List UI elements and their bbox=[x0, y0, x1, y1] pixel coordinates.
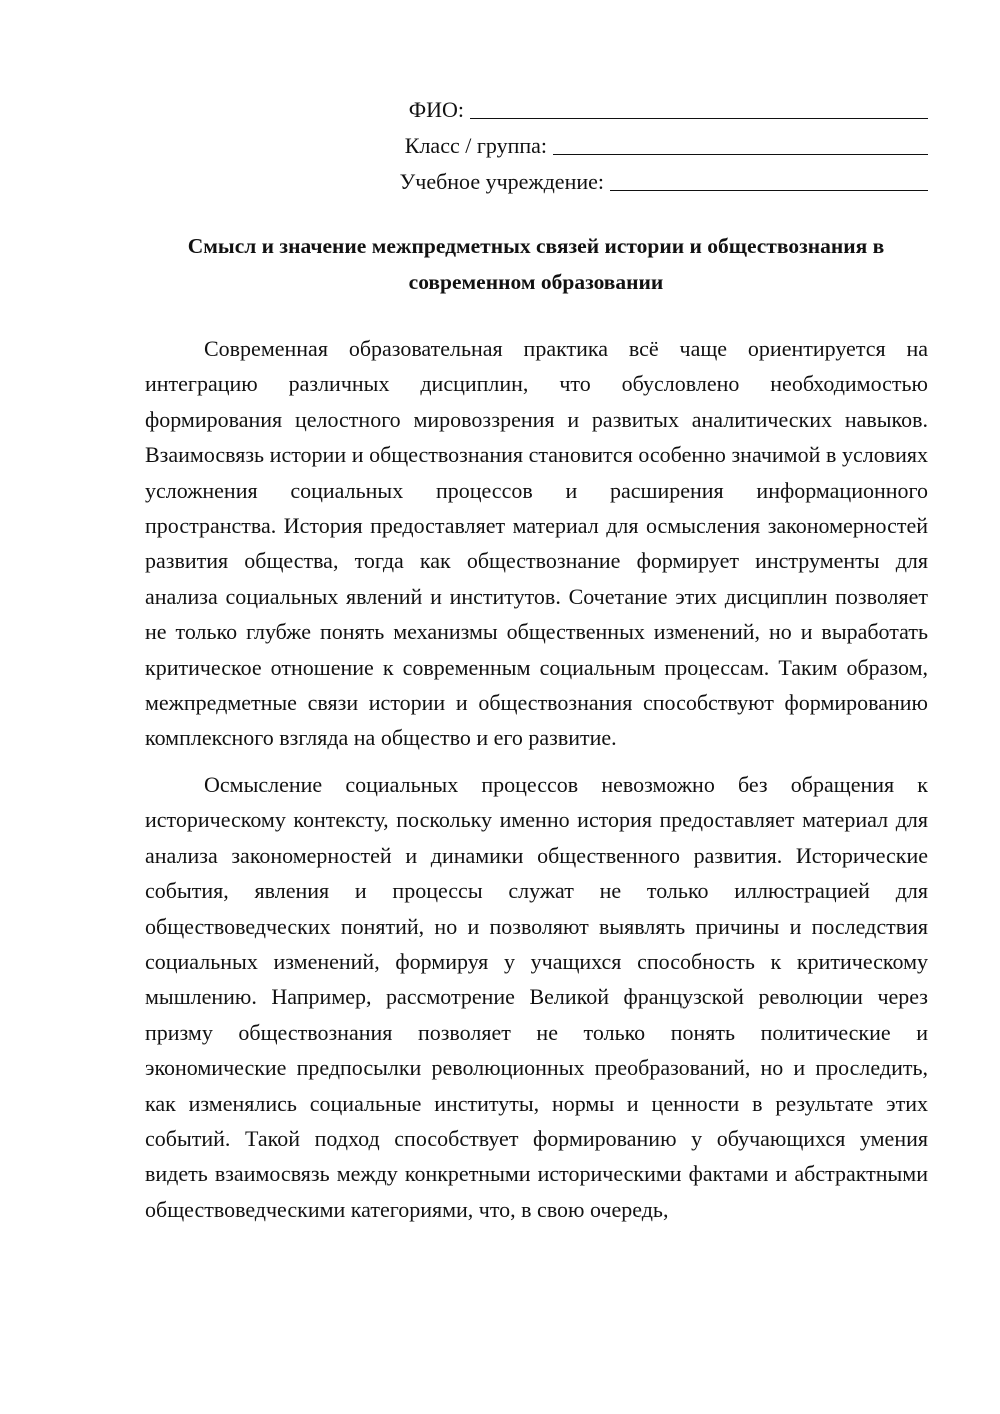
paragraph-2: Осмысление социальных процессов невозможно без обращения к историческому контексту, поскольку именно история предоставляет материал для анализа закономерностей и динамики общественного развития. Исторические события, явления и процессы служат не только иллюстрацией для обществоведческих понятий, но и позволяют выявлять причины и последствия социальных изменений, формируя у учащихся способность к критическому мышлению. Например, рассмотрение Великой французской революции через призму обществознания позволяет не только понять политические и экономические предпосылки революционных преобразований, но и проследить, как изменялись социальные институты, нормы и ценности в результате этих событий. Такой подход способствует формированию у обучающихся умения видеть взаимосвязь между конкретными историческими фактами и абстрактными обществоведческими категориями, что, в свою очередь, bbox=[145, 771, 928, 1222]
document-title bbox=[145, 228, 927, 300]
title-line-1: Смысл и значение межпредметных связей истории и обществознания в bbox=[187, 234, 885, 258]
class-label: Класс / группа: bbox=[404, 133, 547, 158]
fio-blank-line bbox=[470, 96, 928, 119]
fio-field bbox=[328, 92, 928, 128]
fio-label: ФИО: bbox=[408, 97, 464, 122]
institution-label: Учебное учреждение: bbox=[399, 169, 604, 194]
institution-blank-line bbox=[610, 168, 928, 191]
paragraph-1: Современная образовательная практика всё чаще ориентируется на интеграцию различных дисциплин, что обусловлено необходимостью формирования целостного мировоззрения и развитых аналитических навыков. Взаимосвязь истории и обществознания становится особенно значимой в условиях усложнения социальных процессов и расширения информационного пространства. История предоставляет материал для осмысления закономерностей развития общества, тогда как обществознание формирует инструменты для анализа социальных явлений и институтов. Сочетание этих дисциплин позволяет не только глубже понять механизмы общественных изменений, но и выработать критическое отношение к современным социальным процессам. Таким образом, межпредметные связи истории и обществознания способствуют формированию комплексного взгляда на общество и его развитие. bbox=[145, 336, 928, 751]
title-line-2: современном образовании bbox=[408, 270, 664, 294]
class-blank-line bbox=[553, 132, 928, 155]
student-info-fields bbox=[328, 92, 928, 200]
class-field bbox=[328, 128, 928, 164]
document-body bbox=[145, 331, 928, 1227]
institution-field bbox=[328, 164, 928, 200]
